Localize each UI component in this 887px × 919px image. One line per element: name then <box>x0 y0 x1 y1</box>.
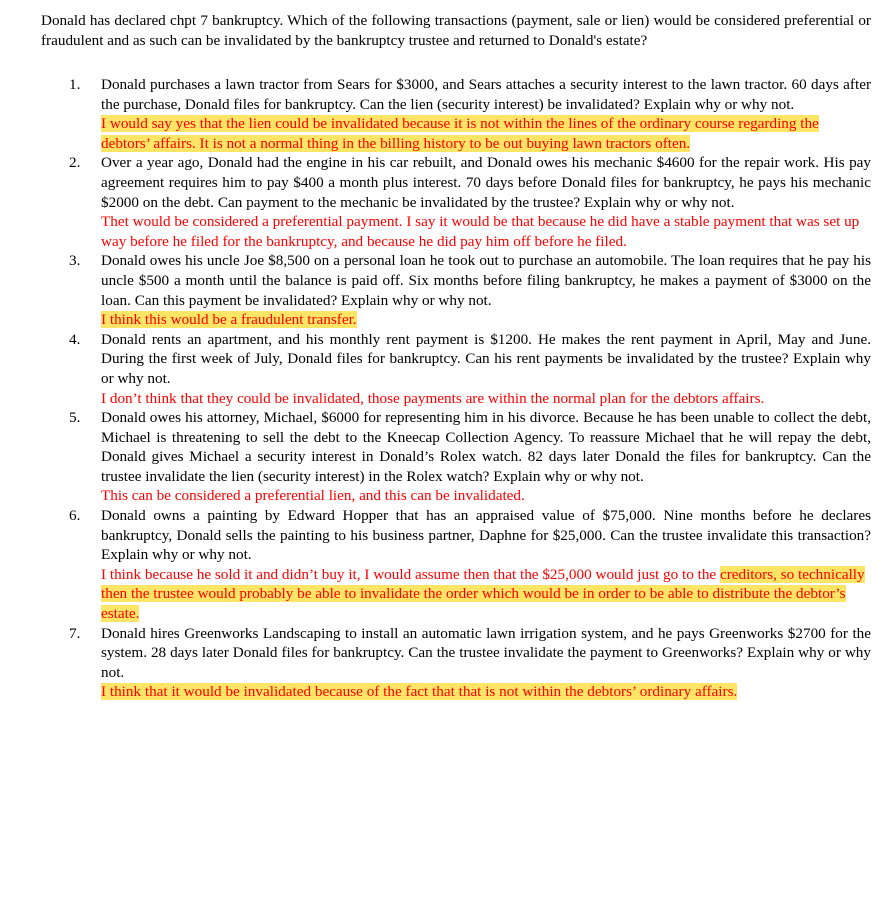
question-item-2 <box>41 153 871 251</box>
question-number: 4. <box>69 330 81 348</box>
question-text: Over a year ago, Donald had the engine in his car rebuilt, and Donald owes his mechanic $4600 for the repair work. His pay agreement requires him to pay $400 a month plus interest. 70 days before Donald files for bankruptcy, he pays his mechanic $2000 on the debt. Can payment to the mechanic be invalidated by the trustee? Explain why or why not. <box>101 154 871 211</box>
answer <box>101 389 871 409</box>
answer-plain: This can be considered a preferential lien, and this can be invalidated. <box>101 487 525 505</box>
question-text: Donald owes his attorney, Michael, $6000 for representing him in his divorce. Because he has been unable to collect the debt, Michael is threatening to sell the debt to the Kneecap Collection Agency. To reassure Michael that he will repay the debt, Donald gives Michael a security interest in Donald’s Rolex watch. 82 days later Donald the files for bankruptcy. Can the trustee invalidate the lien (security interest) in the Rolex watch? Explain why or why not. <box>101 409 871 485</box>
answer-highlighted: I think that it would be invalidated because of the fact that that is not within the debtors’ ordinary affairs. <box>101 683 738 701</box>
question-number: 6. <box>69 507 81 525</box>
question-number: 3. <box>69 252 81 270</box>
answer <box>101 310 871 330</box>
answer <box>101 212 871 251</box>
question-item-3 <box>41 251 871 329</box>
question-item-5 <box>41 408 871 506</box>
question-item-1 <box>41 75 871 153</box>
document-page <box>41 11 871 702</box>
answer-plain-lead: I think because he sold it and didn’t buy it, I would assume then that the $25,000 would just go to the <box>101 565 720 583</box>
question-item-6 <box>41 506 871 624</box>
question-text: Donald owes his uncle Joe $8,500 on a personal loan he took out to purchase an automobile. The loan requires that he pay his uncle $500 a month until the balance is paid off. Six months before filing bankruptcy, he makes a payment of $3000 on the loan. Can this payment be invalidated? Explain why or why not. <box>101 252 871 309</box>
question-text: Donald rents an apartment, and his monthly rent payment is $1200. He makes the rent payment in April, May and June. During the first week of July, Donald files for bankruptcy. Can his rent payments be invalidated by the trustee? Explain why or why not. <box>101 330 871 387</box>
answer-highlighted: creditors, so technically then the trustee would probably be able to invalidate the order which would be in order to be able to distribute the debtor’s estate. <box>101 565 865 623</box>
question-number: 5. <box>69 409 81 427</box>
question-text: Donald hires Greenworks Landscaping to install an automatic lawn irrigation system, and he pays Greenworks $2700 for the system. 28 days later Donald files for bankruptcy. Can the trustee invalidate the payment to Greenworks? Explain why or why not. <box>101 624 871 681</box>
question-number: 7. <box>69 624 81 642</box>
answer <box>101 565 871 624</box>
answer <box>101 486 871 506</box>
answer-plain: Thet would be considered a preferential payment. I say it would be that because he did have a stable payment that was set up way before he filed for the bankruptcy, and because he did pay him off before he filed. <box>101 213 860 250</box>
answer <box>101 682 871 702</box>
answer <box>101 114 871 153</box>
question-item-7 <box>41 624 871 702</box>
answer-plain: I don’t think that they could be invalidated, those payments are within the normal plan for the debtors affairs. <box>101 389 765 407</box>
answer-highlighted: I would say yes that the lien could be invalidated because it is not within the lines of the ordinary course regarding the debtors’ affairs. It is not a normal thing in the billing history to be out buying lawn tractors often. <box>101 115 819 152</box>
question-list <box>41 75 871 702</box>
question-item-4 <box>41 330 871 408</box>
answer-highlighted: I think this would be a fraudulent transfer. <box>101 311 357 329</box>
question-text: Donald purchases a lawn tractor from Sears for $3000, and Sears attaches a security interest to the lawn tractor. 60 days after the purchase, Donald files for bankruptcy. Can the lien (security interest) be invalidated? Explain why or why not. <box>101 76 871 113</box>
question-number: 1. <box>69 76 81 93</box>
question-number: 2. <box>69 154 81 172</box>
question-text: Donald owns a painting by Edward Hopper that has an appraised value of $75,000. Nine months before he declares bankruptcy, Donald sells the painting to his business partner, Daphne for $25,000. Can the trustee invalidate this transaction? Explain why or why not. <box>101 507 871 564</box>
intro-paragraph: Donald has declared chpt 7 bankruptcy. Which of the following transactions (payment, sale or lien) would be considered preferential or fraudulent and as such can be invalidated by the bankruptcy trustee and returned to Donald's estate? <box>41 12 871 49</box>
